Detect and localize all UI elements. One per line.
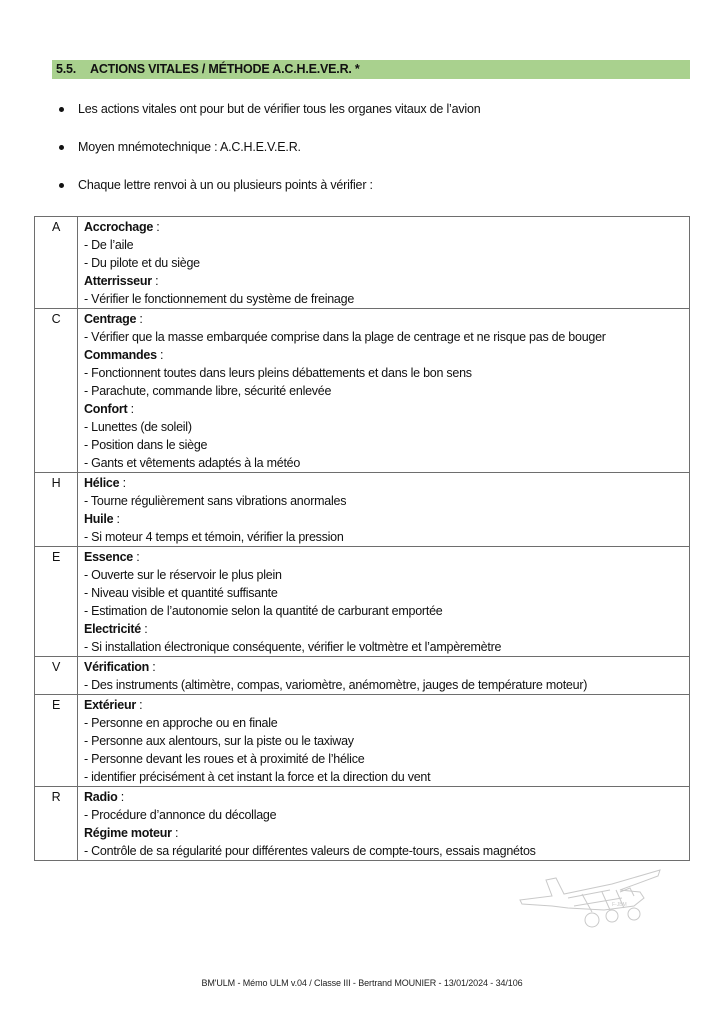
- item-group-title: [84, 346, 689, 364]
- bullet-item: [56, 100, 676, 119]
- title-colon: :: [113, 512, 120, 526]
- row-letter: C: [35, 309, 78, 473]
- bullet-item: [56, 138, 676, 157]
- table-row: [35, 547, 690, 657]
- checklist-item: - Gants et vêtements adaptés à la météo: [84, 456, 301, 470]
- item-group-title-text: Confort: [84, 402, 128, 416]
- title-colon: :: [136, 312, 143, 326]
- checklist-item: - Si installation électronique conséquente, vérifier le voltmètre et l’ampèremètre: [84, 640, 502, 654]
- checklist-item: - Niveau visible et quantité suffisante: [84, 586, 278, 600]
- table-row: [35, 657, 690, 695]
- title-colon: :: [153, 220, 160, 234]
- ulm-airplane-icon: [512, 862, 662, 934]
- table-row: [35, 217, 690, 309]
- checklist-item: - Vérifier le fonctionnement du système de freinage: [84, 292, 355, 306]
- checklist-item: - Vérifier que la masse embarquée comprise dans la plage de centrage et ne risque pas de bouger: [84, 330, 606, 344]
- bullet-item: [56, 176, 676, 195]
- row-letter: E: [35, 695, 78, 787]
- bullet-text: Les actions vitales ont pour but de vérifier tous les organes vitaux de l’avion: [78, 102, 481, 116]
- checklist-item: - Fonctionnent toutes dans leurs pleins débattements et dans le bon sens: [84, 366, 472, 380]
- item-group-title: [84, 510, 689, 528]
- section-header: [52, 60, 690, 79]
- checklist-item: - Tourne régulièrement sans vibrations anormales: [84, 494, 347, 508]
- checklist-item: - Des instruments (altimètre, compas, variomètre, anémomètre, jauges de température moteur): [84, 678, 588, 692]
- intro-bullet-list: [56, 100, 676, 214]
- item-group-title: [84, 658, 689, 676]
- row-content: [78, 695, 690, 787]
- table-row: [35, 473, 690, 547]
- checklist-item: - Si moteur 4 temps et témoin, vérifier la pression: [84, 530, 344, 544]
- item-group-title: [84, 788, 689, 806]
- bullet-text: Moyen mnémotechnique : A.C.H.E.V.E.R.: [78, 140, 301, 154]
- checklist-item: - Contrôle de sa régularité pour différentes valeurs de compte-tours, essais magnétos: [84, 844, 536, 858]
- item-group-title: [84, 400, 689, 418]
- row-letter: R: [35, 787, 78, 861]
- checklist-item: - De l’aile: [84, 238, 134, 252]
- item-group-title-text: Atterrisseur: [84, 274, 152, 288]
- checklist-item: - Du pilote et du siège: [84, 256, 200, 270]
- section-number: 5.5.: [56, 62, 77, 76]
- title-colon: :: [156, 348, 164, 362]
- plane-registration: F-JBM: [612, 902, 627, 908]
- item-group-title: [84, 548, 689, 566]
- table-row: [35, 309, 690, 473]
- title-colon: :: [149, 660, 156, 674]
- row-content: [78, 787, 690, 861]
- item-group-title: [84, 218, 689, 236]
- row-letter: H: [35, 473, 78, 547]
- title-colon: :: [132, 550, 140, 564]
- row-content: [78, 473, 690, 547]
- checklist-item: - Procédure d’annonce du décollage: [84, 808, 277, 822]
- item-group-title: [84, 620, 689, 638]
- title-colon: :: [171, 826, 179, 840]
- page-footer: BM'ULM - Mémo ULM v.04 / Classe III - Bertrand MOUNIER - 13/01/2024 - 34/106: [201, 978, 523, 988]
- checklist-item: - Personne aux alentours, sur la piste ou le taxiway: [84, 734, 354, 748]
- item-group-title: [84, 824, 689, 842]
- bullet-text: Chaque lettre renvoi à un ou plusieurs points à vérifier :: [78, 178, 373, 192]
- row-content: [78, 309, 690, 473]
- title-colon: :: [151, 274, 159, 288]
- bullet-dot-icon: [59, 107, 64, 112]
- item-group-title-text: Huile: [84, 512, 114, 526]
- checklist-item: - Estimation de l’autonomie selon la quantité de carburant emportée: [84, 604, 443, 618]
- item-group-title-text: Accrochage: [84, 220, 154, 234]
- table-row: [35, 695, 690, 787]
- item-group-title-text: Hélice: [84, 476, 120, 490]
- checklist-item: - Parachute, commande libre, sécurité enlevée: [84, 384, 332, 398]
- title-colon: :: [119, 476, 126, 490]
- title-colon: :: [117, 790, 124, 804]
- item-group-title: [84, 272, 689, 290]
- item-group-title: [84, 696, 689, 714]
- checklist-item: - Lunettes (de soleil): [84, 420, 192, 434]
- checklist-item: - Position dans le siège: [84, 438, 208, 452]
- bullet-dot-icon: [59, 145, 64, 150]
- item-group-title-text: Commandes: [84, 348, 157, 362]
- checklist-item: - identifier précisément à cet instant la force et la direction du vent: [84, 770, 431, 784]
- item-group-title-text: Centrage: [84, 312, 137, 326]
- bullet-dot-icon: [59, 183, 64, 188]
- item-group-title-text: Régime moteur: [84, 826, 172, 840]
- checklist-item: - Ouverte sur le réservoir le plus plein: [84, 568, 282, 582]
- item-group-title-text: Electricité: [84, 622, 142, 636]
- item-group-title-text: Essence: [84, 550, 133, 564]
- checklist-item: - Personne devant les roues et à proximité de l’hélice: [84, 752, 365, 766]
- table-row: [35, 787, 690, 861]
- item-group-title-text: Extérieur: [84, 698, 136, 712]
- item-group-title-text: Vérification: [84, 660, 150, 674]
- checklist-item: - Personne en approche ou en finale: [84, 716, 278, 730]
- row-letter: V: [35, 657, 78, 695]
- row-letter: E: [35, 547, 78, 657]
- item-group-title: [84, 310, 689, 328]
- item-group-title: [84, 474, 689, 492]
- item-group-title-text: Radio: [84, 790, 118, 804]
- title-colon: :: [135, 698, 143, 712]
- row-content: [78, 217, 690, 309]
- title-colon: :: [141, 622, 148, 636]
- section-title: ACTIONS VITALES / MÉTHODE A.C.H.E.VE.R. *: [90, 62, 360, 76]
- row-content: [78, 657, 690, 695]
- row-letter: A: [35, 217, 78, 309]
- row-content: [78, 547, 690, 657]
- title-colon: :: [127, 402, 134, 416]
- acheve-checklist-table: [34, 216, 690, 861]
